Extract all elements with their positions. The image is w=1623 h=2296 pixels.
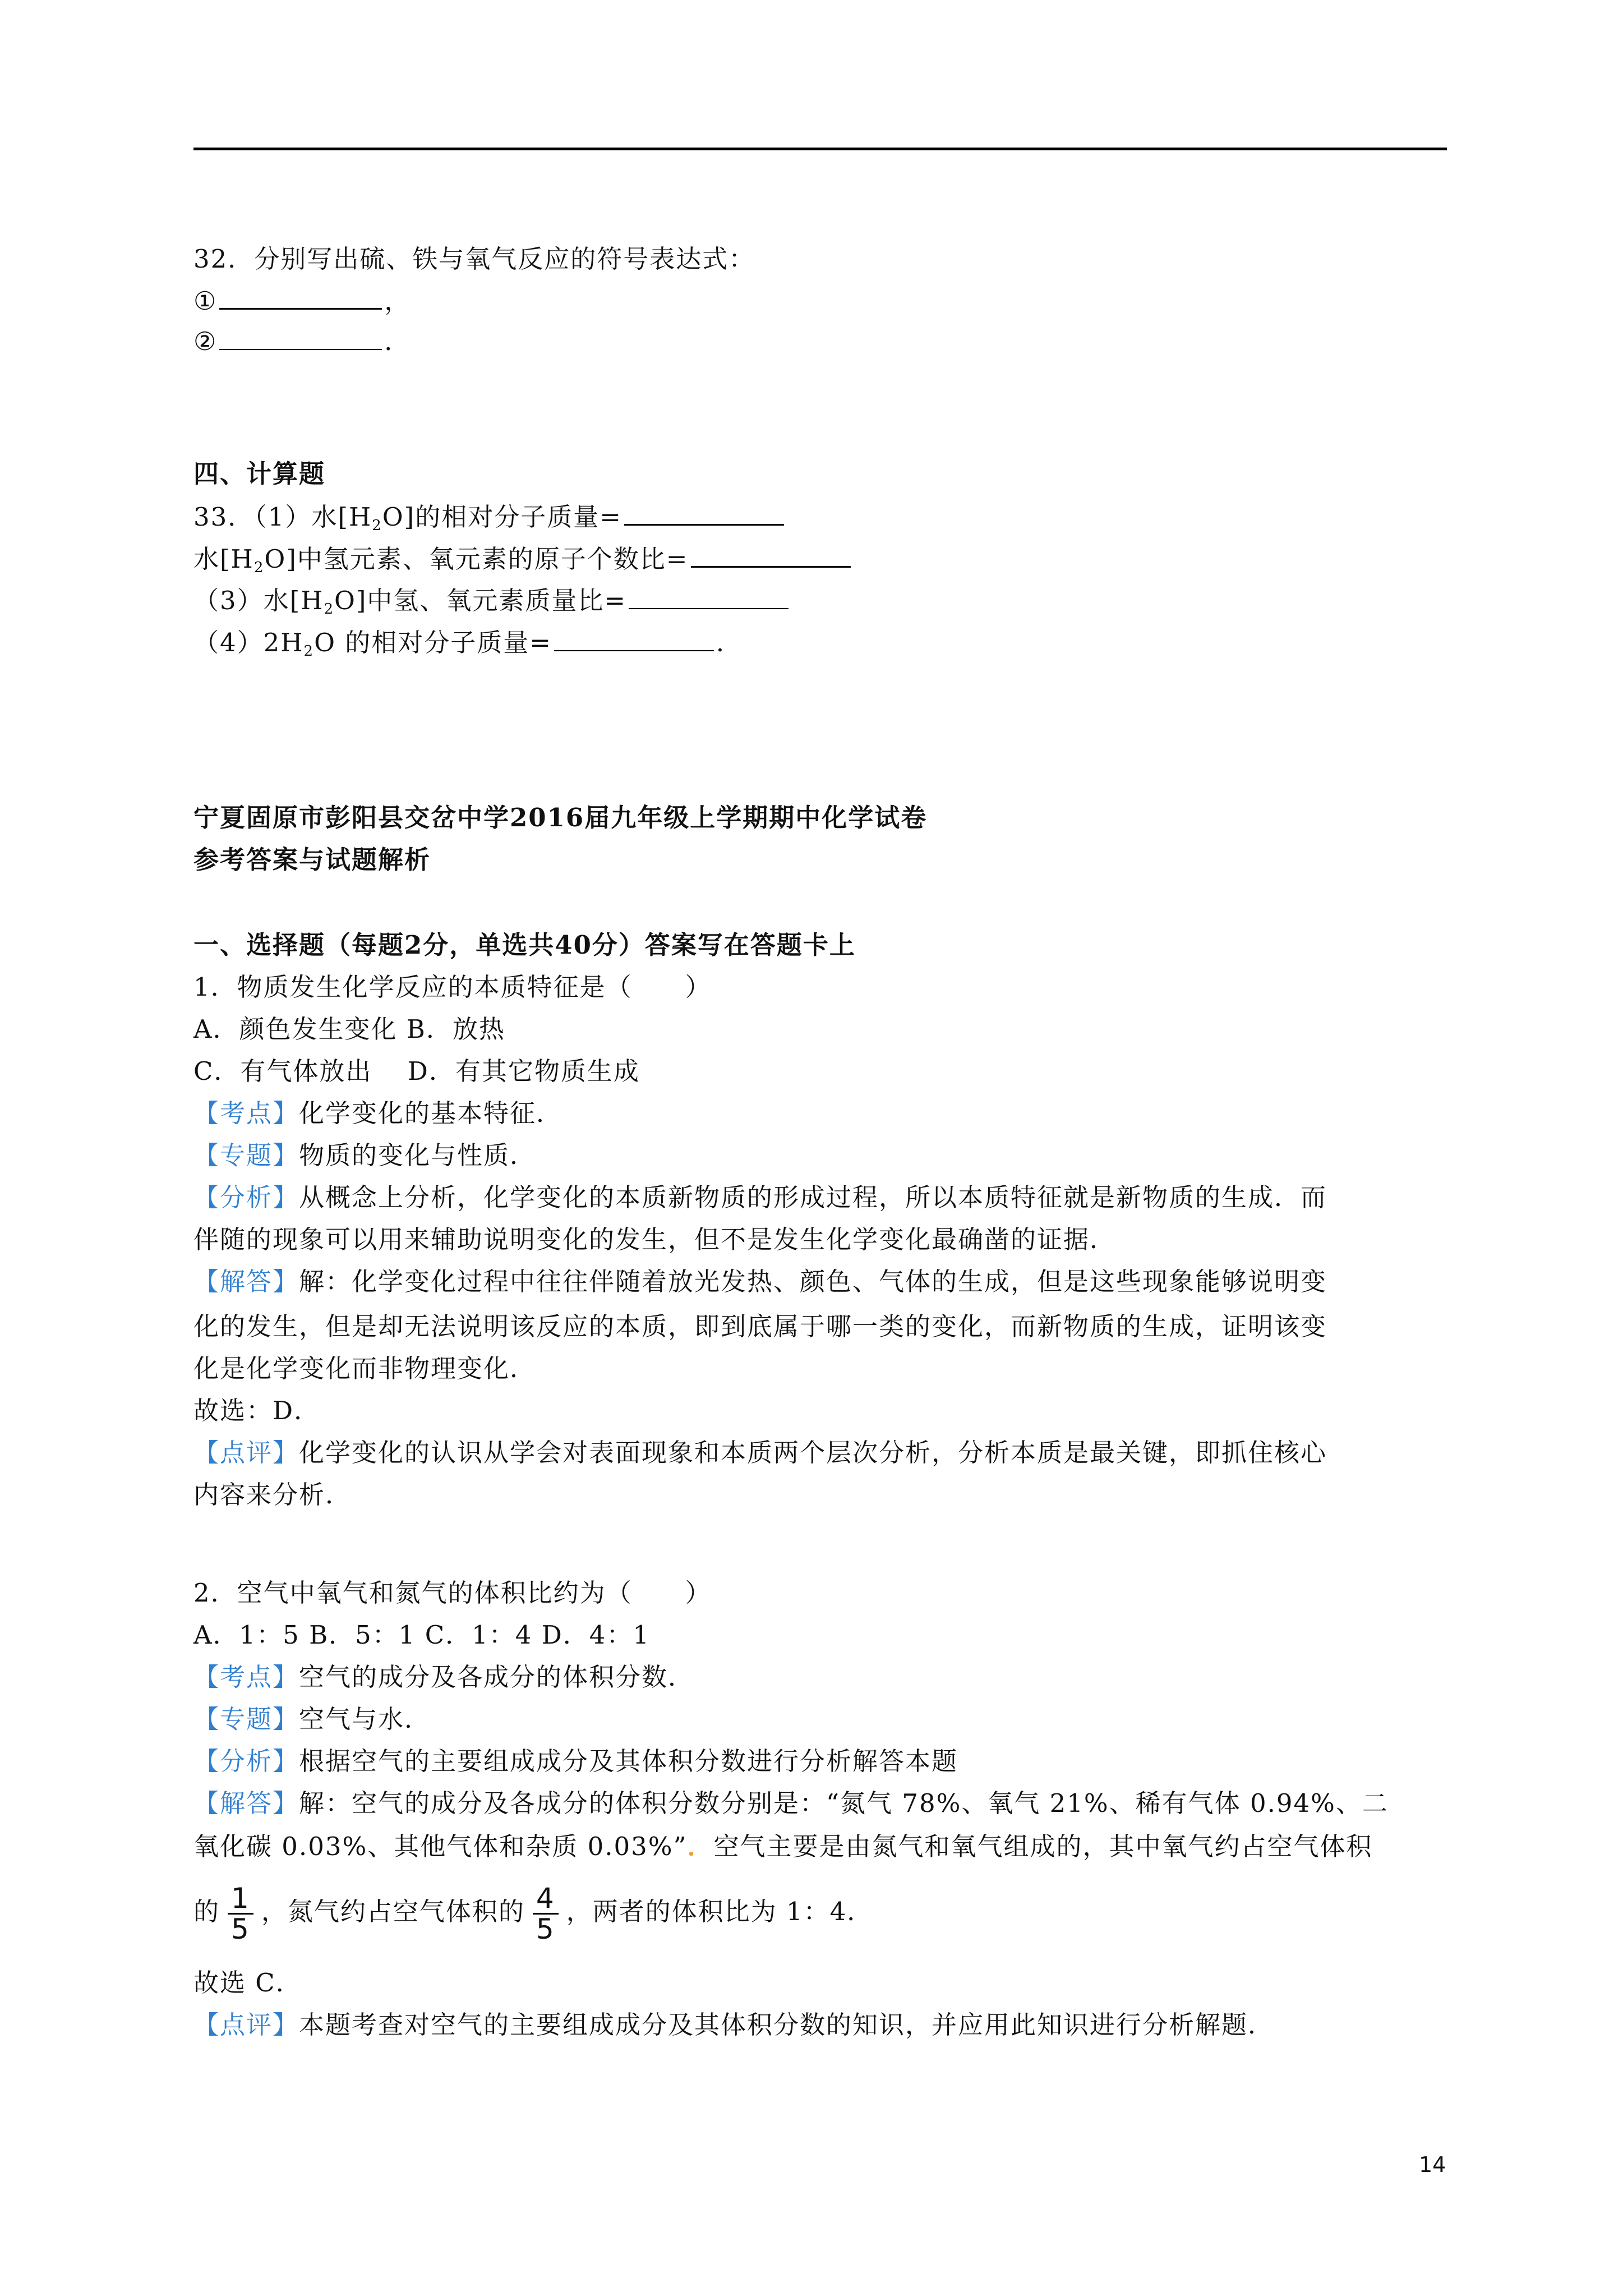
q2-zhuanti: 【专题】空气与水．	[193, 1704, 431, 1734]
q2-jieda-1: 【解答】解：空气的成分及各成分的体积分数分别是：“氮气 78%、氧气 21%、稀有气体 0.94%、二	[193, 1788, 1389, 1818]
q1-options-ab: A．颜色发生变化 B．放热	[193, 1014, 505, 1044]
answers-subtitle: 参考答案与试题解析	[193, 845, 431, 875]
answer-blank[interactable]	[219, 324, 382, 350]
q33-line-4: $(4)2H_2O$ 的相对分子质量= ．	[193, 625, 743, 660]
q1-answer: 故选：D．	[193, 1396, 321, 1425]
q2-jieda-3: 的 $\frac{1}{5}$ ，氮气约占空气体积的 $\frac{4}{5}$ ，两者的体积比为 1：4．	[193, 1882, 874, 1945]
orange-dot-mark: ．	[687, 1832, 714, 1861]
q2-fenxi: 【分析】根据空气的主要组成成分及其体积分数进行分析解答本题	[193, 1746, 958, 1776]
q1-kaodian: 【考点】化学变化的基本特征．	[193, 1098, 563, 1128]
page-number: 14	[1419, 2152, 1446, 2177]
answer-blank[interactable]	[629, 583, 789, 609]
answer-blank[interactable]	[624, 499, 784, 526]
q2-options: A．1：5 B．5：1 C．1：4 D．4：1	[193, 1620, 651, 1650]
q1-zhuanti: 【专题】物质的变化与性质．	[193, 1140, 537, 1170]
tag-dianping: 【点评】	[193, 1438, 299, 1467]
q1-dianping-2: 内容来分析．	[193, 1480, 352, 1510]
q1-fenxi-1: 【分析】从概念上分析，化学变化的本质新物质的形成过程，所以本质特征就是新物质的生成．而	[193, 1182, 1327, 1212]
tag-kaodian: 【考点】	[193, 1098, 299, 1128]
tag-zhuanti: 【专题】	[193, 1140, 299, 1170]
tag-kaodian: 【考点】	[193, 1662, 299, 1692]
q2-answer: 故选 C．	[193, 1968, 302, 1998]
q2-dianping: 【点评】本题考查对空气的主要组成成分及其体积分数的知识，并应用此知识进行分析解题．	[193, 2010, 1275, 2040]
tag-jieda: 【解答】	[193, 1267, 299, 1296]
q32-item-1: ① ，	[193, 283, 411, 318]
answer-blank[interactable]	[554, 625, 714, 651]
header-rule	[193, 148, 1447, 150]
tag-jieda: 【解答】	[193, 1788, 299, 1818]
q1-jieda-1: 【解答】解：化学变化过程中往往伴随着放光发热、颜色、气体的生成，但是这些现象能够说明变	[193, 1267, 1327, 1296]
fraction-one-fifth: $\frac{1}{5}$	[228, 1884, 253, 1944]
q33-line-2: 水$[H_2O]$中氢元素、氧元素的原子个数比=	[193, 541, 853, 576]
q1-jieda-3: 化是化学变化而非物理变化．	[193, 1354, 537, 1383]
q1-options-cd: C．有气体放出 D．有其它物质生成	[193, 1056, 640, 1086]
q33-line-3: （3）水$[H_2O]$中氢、氧元素质量比=	[193, 583, 791, 618]
q2-jieda-2: 氧化碳 0.03%、其他气体和杂质 0.03%”．空气主要是由氮气和氧气组成的，其中氧气约占空气体积	[193, 1832, 1373, 1861]
q2-kaodian: 【考点】空气的成分及各成分的体积分数．	[193, 1662, 695, 1692]
q32-stem: 32．分别写出硫、铁与氧气反应的符号表达式：	[193, 244, 755, 274]
q2-stem: 2．空气中氧气和氮气的体积比约为（ ）	[193, 1578, 712, 1608]
tag-fenxi: 【分析】	[193, 1746, 299, 1776]
tag-fenxi: 【分析】	[193, 1182, 299, 1212]
q1-fenxi-2: 伴随的现象可以用来辅助说明变化的发生，但不是发生化学变化最确凿的证据．	[193, 1225, 1117, 1254]
q1-jieda-2: 化的发生，但是却无法说明该反应的本质，即到底属于哪一类的变化，而新物质的生成，证明该变	[193, 1312, 1327, 1341]
fraction-four-fifths: $\frac{4}{5}$	[533, 1884, 559, 1944]
section-title-choice: 一、选择题（每题2分，单选共40分）答案写在答题卡上	[193, 930, 856, 960]
q33-line-1: 33．（1）水$[H_2O]$的相对分子质量=	[193, 499, 786, 534]
answers-title: 宁夏固原市彭阳县交岔中学2016届九年级上学期期中化学试卷	[193, 803, 928, 832]
q1-dianping-1: 【点评】化学变化的认识从学会对表面现象和本质两个层次分析，分析本质是最关键，即抓住核心	[193, 1438, 1327, 1467]
tag-zhuanti: 【专题】	[193, 1704, 299, 1734]
section-title-calculation: 四、计算题	[193, 459, 326, 489]
tag-dianping: 【点评】	[193, 2010, 299, 2040]
answer-blank[interactable]	[691, 541, 851, 568]
answer-blank[interactable]	[219, 283, 382, 310]
q1-stem: 1．物质发生化学反应的本质特征是（ ）	[193, 972, 712, 1002]
q32-item-2: ② ．	[193, 324, 411, 358]
